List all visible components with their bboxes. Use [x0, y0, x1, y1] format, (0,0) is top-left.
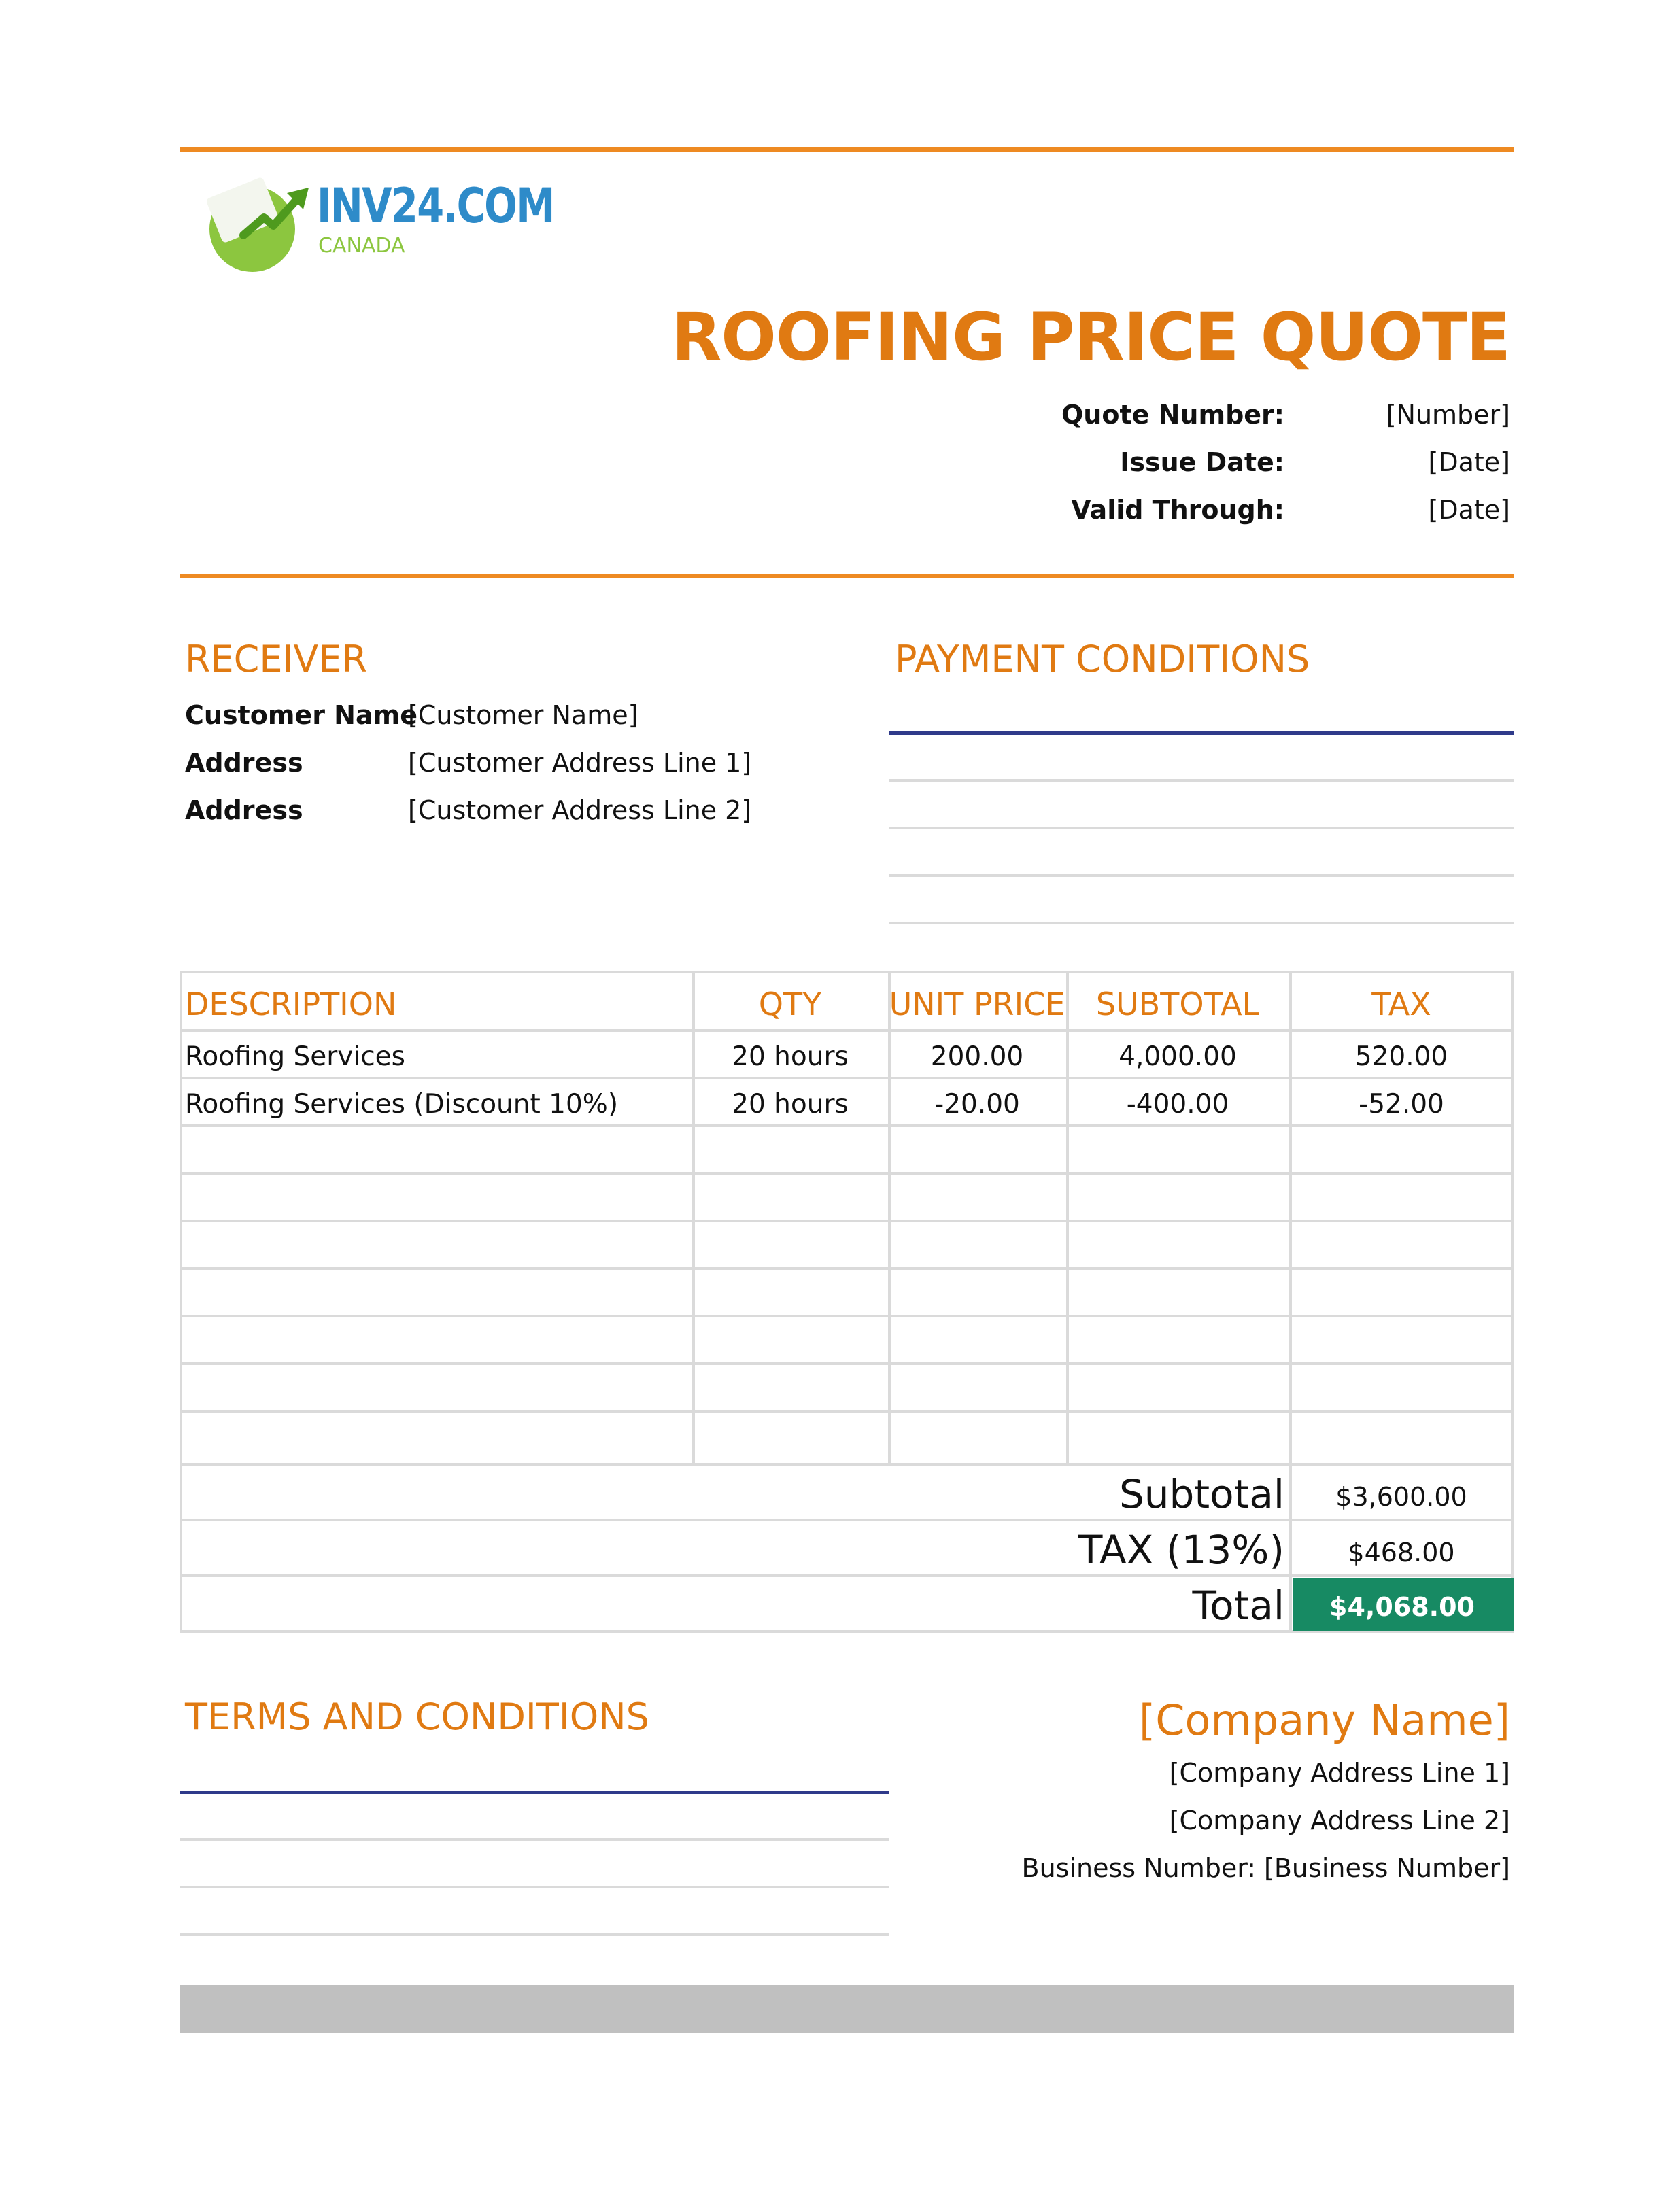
row1-qty: 20 hours [732, 1041, 849, 1072]
row-divider [180, 1077, 1514, 1079]
address-line1-label: Address [185, 748, 303, 778]
address-line2-value: [Customer Address Line 2] [408, 795, 752, 825]
logo-country: CANADA [318, 234, 405, 258]
payment-line [889, 779, 1514, 782]
row2-unit-price: -20.00 [934, 1089, 1020, 1120]
payment-line [889, 874, 1514, 877]
row-divider [180, 1124, 1514, 1127]
subtotal-value: $3,600.00 [1335, 1482, 1467, 1512]
receiver-heading: RECEIVER [185, 638, 367, 680]
row-divider [180, 1410, 1514, 1413]
payment-line [889, 827, 1514, 829]
growth-arrow-icon [238, 182, 313, 250]
tax-label: TAX (13%) [1078, 1527, 1284, 1573]
header-divider [180, 574, 1514, 578]
payment-rule-primary [889, 731, 1514, 735]
table-top-border [180, 971, 1514, 973]
valid-through-value: [Date] [1428, 495, 1510, 525]
row-divider [180, 1519, 1514, 1521]
row2-description: Roofing Services (Discount 10%) [185, 1089, 619, 1120]
valid-through-label: Valid Through: [1071, 495, 1284, 525]
subtotal-label: Subtotal [1119, 1471, 1284, 1517]
terms-heading: TERMS AND CONDITIONS [185, 1695, 649, 1738]
document-title: ROOFING PRICE QUOTE [671, 299, 1510, 375]
row-divider [180, 1267, 1514, 1270]
company-name: [Company Name] [1139, 1695, 1510, 1745]
row2-tax: -52.00 [1359, 1089, 1444, 1120]
row2-subtotal: -400.00 [1126, 1089, 1229, 1120]
terms-line [180, 1838, 889, 1841]
payment-line [889, 922, 1514, 924]
issue-date-value: [Date] [1428, 447, 1510, 477]
row2-qty: 20 hours [732, 1089, 849, 1120]
footer-bar [180, 1985, 1514, 2033]
company-address-line2: [Company Address Line 2] [1169, 1805, 1510, 1835]
issue-date-label: Issue Date: [1120, 447, 1284, 477]
row-divider [180, 1172, 1514, 1175]
row-divider [180, 1315, 1514, 1317]
address-line2-label: Address [185, 795, 303, 825]
row-divider [180, 1362, 1514, 1365]
row1-unit-price: 200.00 [930, 1041, 1024, 1072]
row1-tax: 520.00 [1354, 1041, 1448, 1072]
company-address-line1: [Company Address Line 1] [1169, 1758, 1510, 1788]
customer-name-value: [Customer Name] [408, 700, 638, 730]
row-divider [180, 1220, 1514, 1222]
top-divider [180, 147, 1514, 152]
row-divider [180, 1029, 1514, 1032]
terms-line [180, 1886, 889, 1888]
company-logo [204, 171, 554, 266]
row-divider [180, 1574, 1514, 1577]
terms-rule-primary [180, 1791, 889, 1794]
header-description: DESCRIPTION [185, 986, 397, 1022]
tax-value: $468.00 [1348, 1538, 1455, 1568]
row1-subtotal: 4,000.00 [1119, 1041, 1237, 1072]
table-left-border [180, 971, 182, 1631]
terms-line [180, 1933, 889, 1936]
total-value: $4,068.00 [1329, 1592, 1475, 1622]
header-unit-price: UNIT PRICE [889, 986, 1065, 1022]
header-tax: TAX [1371, 986, 1431, 1022]
quote-number-value: [Number] [1386, 400, 1510, 430]
row-divider [180, 1463, 1514, 1466]
customer-name-label: Customer Name [185, 700, 417, 730]
quote-number-label: Quote Number: [1061, 400, 1284, 430]
address-line1-value: [Customer Address Line 1] [408, 748, 752, 778]
header-qty: QTY [758, 986, 822, 1022]
header-subtotal: SUBTOTAL [1095, 986, 1260, 1022]
total-label: Total [1192, 1583, 1284, 1629]
payment-conditions-heading: PAYMENT CONDITIONS [895, 638, 1310, 680]
row1-description: Roofing Services [185, 1041, 405, 1072]
logo-brand: INV24.COM [317, 178, 554, 234]
business-number: Business Number: [Business Number] [1021, 1853, 1510, 1883]
